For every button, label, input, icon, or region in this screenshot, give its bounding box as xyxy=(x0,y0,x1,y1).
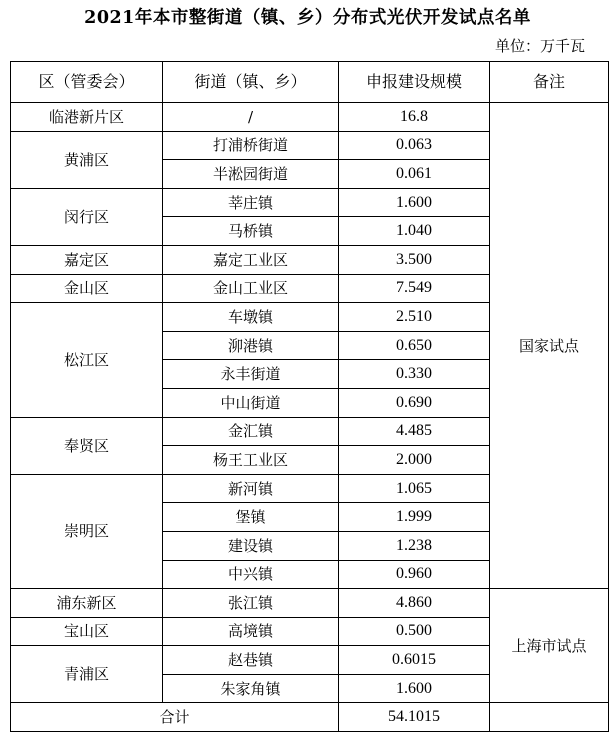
scale-cell: 4.485 xyxy=(339,417,490,446)
street-cell: 半淞园街道 xyxy=(163,160,339,189)
district-cell: 宝山区 xyxy=(11,617,163,646)
remark-cell-municipal: 上海市试点 xyxy=(490,589,609,703)
district-cell: 奉贤区 xyxy=(11,417,163,474)
street-cell: 金汇镇 xyxy=(163,417,339,446)
scale-cell: 0.063 xyxy=(339,131,490,160)
street-cell: 建设镇 xyxy=(163,531,339,560)
scale-cell: 0.650 xyxy=(339,331,490,360)
street-cell: 高境镇 xyxy=(163,617,339,646)
scale-cell: 4.860 xyxy=(339,589,490,618)
scale-cell: 1.999 xyxy=(339,503,490,532)
scale-cell: 0.061 xyxy=(339,160,490,189)
street-cell: 赵巷镇 xyxy=(163,646,339,675)
scale-cell: 2.510 xyxy=(339,303,490,332)
street-cell: 堡镇 xyxy=(163,503,339,532)
street-cell: 杨王工业区 xyxy=(163,446,339,475)
total-row xyxy=(11,703,609,732)
page-title: 2021年本市整街道（镇、乡）分布式光伏开发试点名单 xyxy=(84,8,531,28)
table-row xyxy=(11,589,609,618)
header-district: 区（管委会） xyxy=(11,62,163,103)
street-cell: 中山街道 xyxy=(163,388,339,417)
district-cell: 青浦区 xyxy=(11,646,163,703)
district-cell: 崇明区 xyxy=(11,474,163,588)
street-cell: 嘉定工业区 xyxy=(163,245,339,274)
street-cell: 新河镇 xyxy=(163,474,339,503)
scale-cell: 1.600 xyxy=(339,674,490,703)
street-cell: 金山工业区 xyxy=(163,274,339,303)
street-cell: 朱家角镇 xyxy=(163,674,339,703)
street-cell: / xyxy=(163,103,339,132)
district-cell: 黄浦区 xyxy=(11,131,163,188)
table-row xyxy=(11,103,609,132)
header-street: 街道（镇、乡） xyxy=(163,62,339,103)
total-remark-empty xyxy=(490,703,609,732)
street-cell: 莘庄镇 xyxy=(163,188,339,217)
scale-cell: 1.040 xyxy=(339,217,490,246)
scale-cell: 0.330 xyxy=(339,360,490,389)
scale-cell: 1.065 xyxy=(339,474,490,503)
header-remark: 备注 xyxy=(490,62,609,103)
street-cell: 张江镇 xyxy=(163,589,339,618)
scale-cell: 0.690 xyxy=(339,388,490,417)
street-cell: 车墩镇 xyxy=(163,303,339,332)
district-cell: 临港新片区 xyxy=(11,103,163,132)
scale-cell: 16.8 xyxy=(339,103,490,132)
street-cell: 马桥镇 xyxy=(163,217,339,246)
district-cell: 松江区 xyxy=(11,303,163,417)
scale-cell: 0.960 xyxy=(339,560,490,589)
header-scale: 申报建设规模 xyxy=(339,62,490,103)
district-cell: 金山区 xyxy=(11,274,163,303)
scale-cell: 0.500 xyxy=(339,617,490,646)
scale-cell: 7.549 xyxy=(339,274,490,303)
total-label: 合计 xyxy=(11,703,339,732)
street-cell: 打浦桥街道 xyxy=(163,131,339,160)
street-cell: 中兴镇 xyxy=(163,560,339,589)
remark-cell-national: 国家试点 xyxy=(490,103,609,589)
scale-cell: 0.6015 xyxy=(339,646,490,675)
scale-cell: 1.238 xyxy=(339,531,490,560)
street-cell: 泖港镇 xyxy=(163,331,339,360)
table-header-row xyxy=(11,62,609,103)
scale-cell: 1.600 xyxy=(339,188,490,217)
total-value: 54.1015 xyxy=(339,703,490,732)
unit-label: 单位：万千瓦 xyxy=(494,37,585,55)
district-cell: 浦东新区 xyxy=(11,589,163,618)
street-cell: 永丰街道 xyxy=(163,360,339,389)
scale-cell: 2.000 xyxy=(339,446,490,475)
district-cell: 闵行区 xyxy=(11,188,163,245)
pilot-list-table xyxy=(10,61,609,732)
scale-cell: 3.500 xyxy=(339,245,490,274)
district-cell: 嘉定区 xyxy=(11,245,163,274)
